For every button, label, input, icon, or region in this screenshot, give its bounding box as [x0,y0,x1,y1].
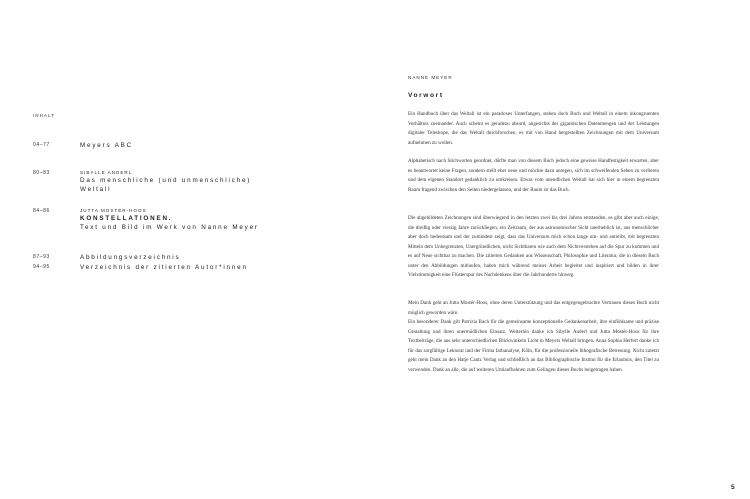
toc-title-line: KONSTELLATIONEN. [80,215,173,222]
paragraph: Ein Handbuch über das Weltall ist ein paradoxes Unterfangen, stehen doch Buch und Weltall in einem inkongruenten Verhältnis zueinander. Auch scheint es geradezu absurd, angesichts der gigantischen Datenmengen und der Leistungen digitaler Teleskope, die das Weltall durchforschen, es mit von Hand hergestellten Zeichnungen mit dem Universum aufnehmen zu wollen. [408,111,659,146]
toc-page-range: 80–83 [33,170,50,176]
toc-page-range: 84–86 [33,208,50,214]
toc-page-range: 94–95 [33,264,50,270]
toc-page-range: 87–93 [33,254,50,260]
article-author: NANNE MEYER [408,75,453,80]
toc-title: Verzeichnis der zitierten Autor*innen [80,264,248,271]
paragraph: Die abgebildeten Zeichnungen sind überwiegend in den letzten zwei bis drei Jahren entstanden, es gibt aber auch einige, die dreißig oder vierzig Jahre zurückliegen, ein Zeitraum, der aus astronomischer Sicht unerheblich ist, aus menschlicher aber doch bedeutsam und der zumindest zeigt, dass das Universum mich schon lange um- und antreibt, mit begrenzten Mitteln dem Unbegrenzten, Unergründlichen, nicht Sichtbaren wie auch dem Nichtverstehen auf die Spur zu kommen und es auf Neue sichtbar zu machen. Die zitierten Gedanken aus Wissenschaft, Philosophie und Literatur, die in diesem Buch unter den Abbildungen mitlaufen, haben mich während meiner Arbeit begleitet und inspiriert und bilden in ihrer Vielstimmigkeit eine Flüsterspur des Nachdenkens über die Jahrhunderte hinweg. [408,215,659,278]
toc-author: SIBYLLE ANDERL [80,170,133,175]
toc-author: JUTTA MOSTÉR-HOOS [80,208,147,213]
toc-title-line: Weltall [80,186,112,193]
toc-title: Abbildungsverzeichnis [80,254,181,261]
toc-title: Meyers ABC [80,142,133,149]
article-title: Vorwort [408,92,444,99]
paragraph: Ein besonderer Dank gilt Patrizia Bach für die gemeinsame konzeptionelle Gedankenarbeit, ihre einfühlsame und präzise Gestaltung und ihren unermüdlichen Einsatz. Weiterhin danke ich Sibylle Anderl und Jutta Mostér-Hoos für ihre Textbeiträge, die aus sehr unterschiedlichen Blickwinkeln Licht in Meyers Weltall bringen. Anna Sophia Herfert danke ich für das sorgfältige Lektorat und der Firma farbanalyse, Köln, für die professionelle lithografische Betreuung. Nicht zuletzt geht mein Dank an den Hatje Cantz Verlag und schließlich an das Bibliographische Institut für die Erlaubnis, den Titel zu verwenden. Dank an alle, die auf weiteren Umlaufbahnen zum Gelingen dieses Buchs beigetragen haben. [408,319,659,373]
toc-heading: INHALT [33,113,55,118]
paragraph: Mein Dank geht an Jutta Mostér-Hoos, ohne deren Unterstützung und das entgegengebrachte Vertrauen dieses Buch nicht möglich geworden wäre. [408,300,659,316]
toc-title-line: Text und Bild im Werk von Nanne Meyer [80,224,259,231]
toc-page-range: 04–77 [33,142,50,148]
paragraph: Alphabetisch nach Stichworten geordnet, dürfte man von diesem Buch jedoch eine gewisse Handfestigkeit erwarten, aber es beantwortet keine Fragen, sondern stellt eher neue und möchte dazu anregen, sich im schweifenden Sehen zu verlieren und dem eigenen Standort gedanklich zu umkreisen. Etwas vom unendlichen Weltall hat sich hier in einem begrenzten Raum fragend zwischen den Seiten niedergelassen, und der Raum ist das Buch. [408,158,659,193]
toc-title-line: Das menschliche (und unmenschliche) [80,177,252,184]
page-number: 5 [731,484,735,491]
